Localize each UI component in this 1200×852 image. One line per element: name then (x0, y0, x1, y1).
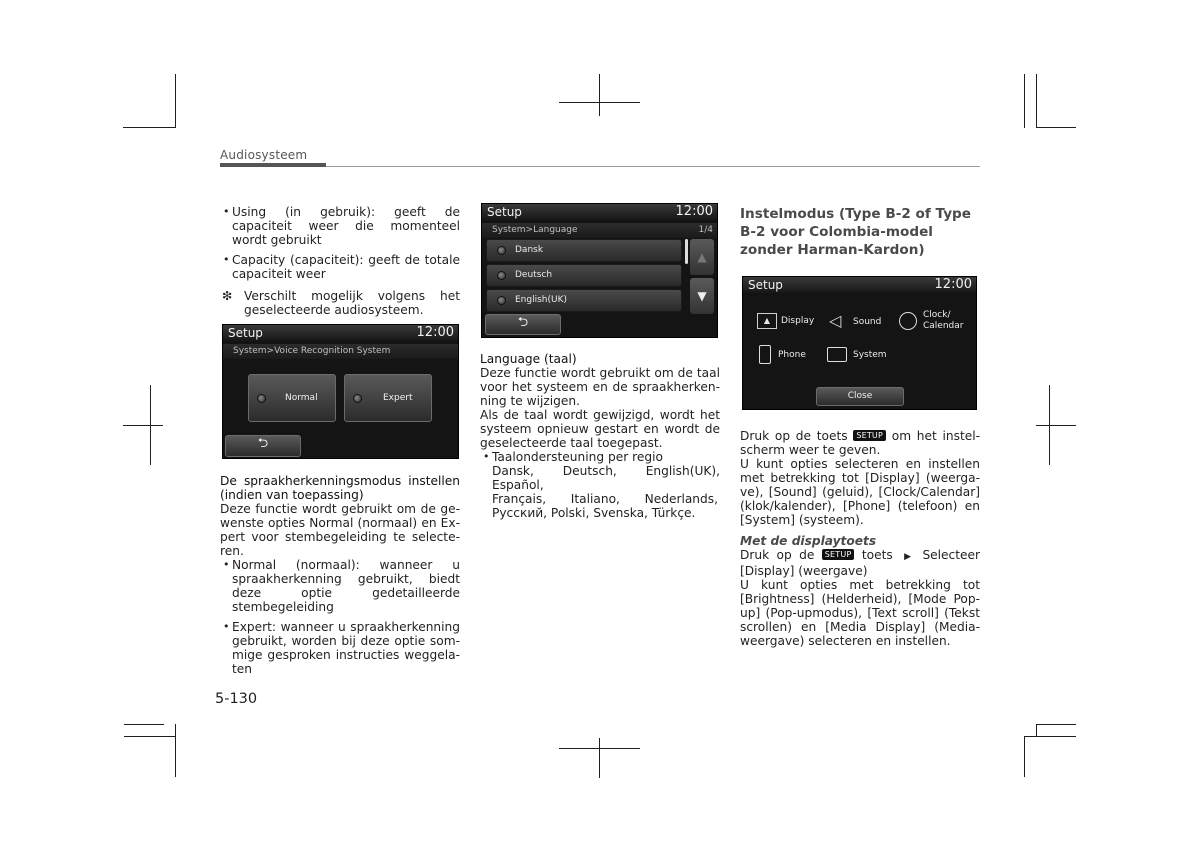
arrow-right-icon: ▶ (904, 552, 912, 562)
screen-clock: 12:00 (416, 325, 454, 340)
crop-mark (175, 74, 176, 128)
text: Druk op de (740, 548, 815, 562)
screen-title: Setup (748, 278, 783, 292)
list-item: • Using (in gebruik): geeft de capaciteit weer die momenteel wordt gebruikt (220, 205, 460, 247)
up-arrow-icon: ▲ (697, 250, 707, 264)
radio-icon (497, 271, 506, 280)
center-mark (559, 748, 640, 749)
crop-mark (1024, 74, 1025, 128)
language-label: English(UK) (515, 295, 568, 305)
screen-path: System>Voice Recognition System (223, 344, 458, 359)
note (220, 289, 460, 317)
paragraph (740, 429, 980, 457)
language-label: Dansk (515, 245, 544, 255)
screen-title: Setup (228, 326, 263, 340)
crop-mark (124, 724, 164, 725)
clock-icon (899, 312, 917, 330)
language-item-deutsch[interactable] (486, 264, 682, 287)
scrollbar[interactable] (685, 239, 688, 264)
screen-title-bar (743, 277, 976, 295)
setup-item-label: Calendar (923, 321, 964, 331)
crop-mark (1024, 736, 1076, 737)
screen-clock: 12:00 (675, 204, 713, 219)
language-item-english[interactable] (486, 289, 682, 312)
screen-path (482, 223, 717, 238)
language-screen (481, 203, 718, 338)
setup-key-icon: SETUP (822, 549, 855, 560)
setup-item-label: Sound (853, 317, 882, 327)
voice-mode-section (220, 474, 460, 676)
language-support-list (480, 450, 720, 520)
crop-mark (1036, 127, 1076, 128)
close-label: Close (847, 391, 873, 401)
screen-clock: 12:00 (934, 277, 972, 292)
language-item-dansk[interactable] (486, 239, 682, 262)
back-button[interactable] (485, 314, 561, 335)
section-body: Deze functie wordt gebruikt om de gewenste opties Normal (normaal) en Expert voor stembegeleiding te selecteren. (220, 502, 460, 558)
setup-item-label: Display (781, 316, 815, 326)
phone-icon (759, 345, 771, 364)
list-item-text: Taalondersteuning per regio (492, 450, 663, 464)
section-title: Language (taal) (480, 352, 577, 366)
crop-mark (1036, 74, 1037, 128)
setup-item-label: System (853, 350, 887, 360)
list-item (480, 450, 720, 520)
center-mark (559, 102, 640, 103)
capacity-list (220, 205, 460, 281)
crop-mark (175, 724, 176, 777)
radio-icon (257, 394, 266, 403)
radio-icon (497, 246, 506, 255)
speaker-icon: ◁ (829, 311, 842, 330)
back-icon: ⮌ (517, 315, 529, 330)
list-item: • Normal (normaal): wanneer u spraakherkenning gebruikt, biedt deze optie gedetailleerde stembegeleiding (220, 558, 460, 614)
language-label: Deutsch (515, 270, 553, 280)
expert-option-button[interactable] (344, 374, 432, 422)
section-heading: Instelmodus (Type B-2 of Type B-2 voor Colombia-model zonder Harman-Kardon) (740, 206, 972, 258)
setup-section (740, 429, 980, 648)
side-mark (1036, 425, 1076, 426)
text: toets (861, 548, 893, 562)
scroll-down-button[interactable] (690, 278, 714, 314)
note-text: Verschilt mogelijk volgens het geselecteerde audiosysteem. (244, 289, 460, 317)
languages-line: Русский, Polski, Svenska, Türkçe. (492, 506, 696, 520)
voice-recognition-screen (222, 324, 459, 459)
list-item: • Expert: wanneer u spraakherkenning gebruikt, worden bij deze optie sommige gesproken instructies weggelaten (220, 620, 460, 676)
sub-heading: Met de displaytoets (740, 534, 877, 548)
screen-path-text: System>Language (492, 225, 578, 235)
setup-screen (742, 276, 977, 410)
list-item: • Capacity (capaciteit): geeft de totale capaciteit weer (220, 253, 460, 281)
running-head-bar (220, 163, 326, 167)
option-label: Expert (383, 393, 413, 403)
scroll-up-button[interactable] (690, 239, 714, 275)
paragraph (740, 548, 980, 578)
back-button[interactable] (225, 435, 301, 457)
language-name: Italiano, (570, 492, 620, 506)
text: Druk op de toets (740, 429, 848, 443)
radio-icon (497, 296, 506, 305)
folder-gear-icon (827, 347, 847, 362)
setup-item-label: Clock/ (923, 310, 951, 320)
section-title: De spraakherkenningsmodus instellen (indien van toepassing) (220, 474, 460, 502)
screen-title-bar (482, 204, 717, 222)
column-1 (220, 205, 460, 317)
setup-item-label: Phone (778, 350, 806, 360)
paragraph: U kunt opties met betrekking tot [Brightness] (Helderheid), [Mode Popup] (Pop-upmodus), [Text scroll] (Tekst scrollen) en [Media Display] (Mediaweergave) selecteren en instellen. (740, 578, 980, 648)
languages-line-2 (492, 492, 718, 506)
page-number: 5-130 (215, 691, 258, 707)
text: Selecteer [Display] (weergave) (740, 548, 981, 578)
close-button[interactable] (816, 387, 904, 406)
languages-line: Dansk, Deutsch, English(UK), Español, (492, 464, 720, 492)
screen-title-bar (223, 325, 458, 343)
language-name: Nederlands, (644, 492, 718, 506)
section-body: Als de taal wordt gewijzigd, wordt het systeem opnieuw gestart en wordt de geselecteerde taal toegepast. (480, 408, 720, 450)
down-arrow-icon: ▼ (697, 289, 707, 303)
mode-list (220, 558, 460, 676)
crop-mark (1036, 724, 1076, 725)
language-section (480, 352, 720, 520)
text: om het instelscherm weer te geven. (740, 429, 981, 457)
side-mark (123, 425, 163, 426)
page-indicator: 1/4 (698, 225, 713, 235)
screen-title: Setup (487, 205, 522, 219)
display-icon: ▲ (757, 313, 777, 329)
back-icon: ⮌ (257, 436, 269, 451)
language-name: Français, (492, 492, 547, 506)
crop-mark (1024, 736, 1025, 777)
running-head-rule (326, 166, 980, 167)
paragraph: U kunt opties selecteren en instellen met betrekking tot [Display] (weergave), [Sound] (geluid), [Clock/Calendar] (klok/kalender), [Phone] (telefoon) en [System] (systeem). (740, 457, 980, 527)
crop-mark (124, 736, 176, 737)
running-head: Audiosysteem (220, 148, 308, 162)
setup-key-icon: SETUP (853, 430, 886, 441)
crop-mark (1036, 724, 1037, 736)
center-mark (599, 738, 600, 778)
crop-mark (123, 127, 176, 128)
section-body: Deze functie wordt gebruikt om de taal voor het systeem en de spraakherkenning te wijzigen. (480, 366, 720, 408)
center-mark (599, 74, 600, 116)
normal-option-button[interactable] (248, 374, 336, 422)
radio-icon (353, 394, 362, 403)
option-label: Normal (285, 393, 318, 403)
note-symbol-icon: ❇ (222, 289, 233, 303)
